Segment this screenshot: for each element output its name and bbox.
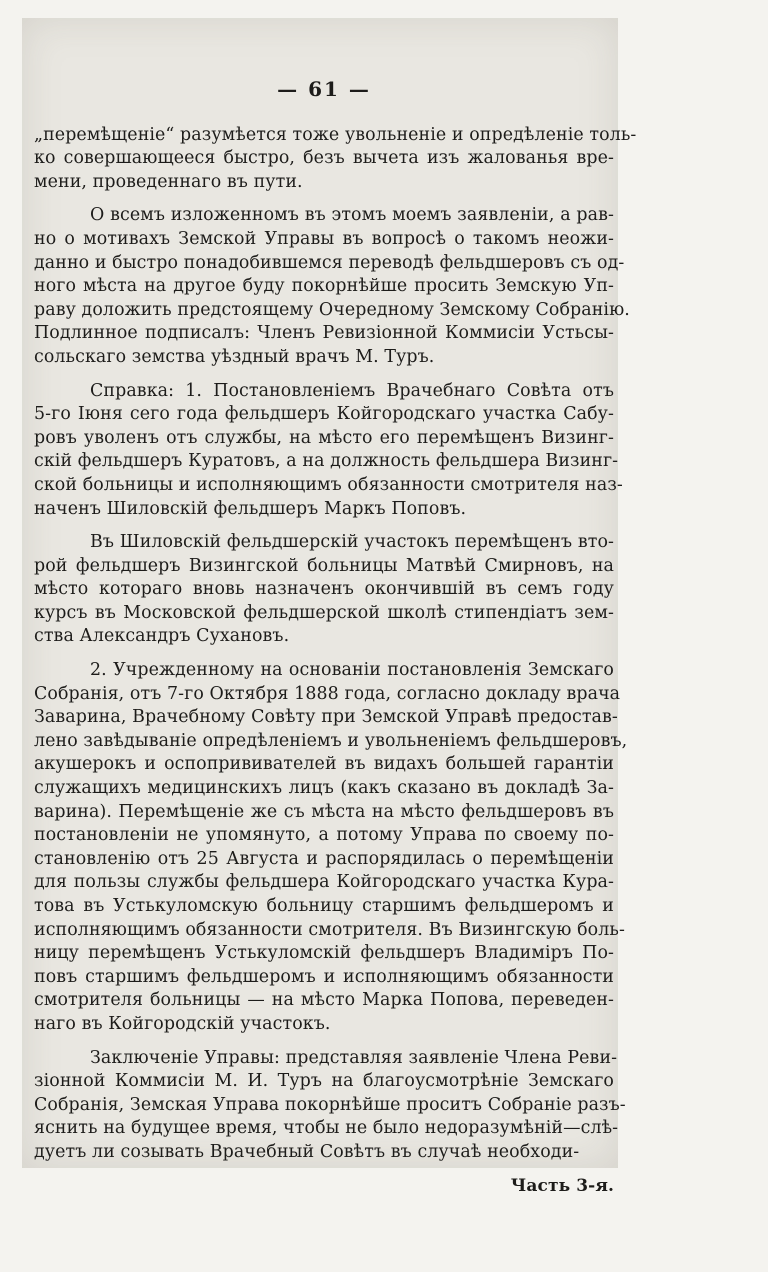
paragraph	[34, 1047, 626, 1165]
signature-mark: Часть 3-я.	[510, 1175, 614, 1196]
text-line: данно и быстро понадобившемся переводѣ фельдшеровъ съ од-	[34, 252, 625, 273]
text-line: смотрителя больницы — на мѣсто Марка Попова, переведен-	[34, 990, 614, 1011]
text-line: акушерокъ и оспопрививателей въ видахъ большей гарантіи	[34, 754, 614, 775]
text-line: Справка: 1. Постановленіемъ Врачебнаго Совѣта отъ	[90, 380, 614, 401]
text-line: служащихъ медицинскихъ лицъ (какъ сказано въ докладѣ За-	[34, 778, 614, 799]
text-line: варина). Перемѣщеніе же съ мѣста на мѣсто фельдшеровъ въ	[34, 801, 614, 822]
text-line: сольскаго земства уѣздный врачъ М. Туръ.	[34, 346, 435, 367]
text-line: 2. Учрежденному на основаніи постановленія Земскаго	[90, 660, 614, 681]
text-line: но о мотивахъ Земской Управы въ вопросѣ о такомъ неожи-	[34, 228, 614, 249]
text-line: 5-го Іюня сего года фельдшеръ Койгородскаго участка Сабу-	[34, 404, 614, 425]
text-line: становленію отъ 25 Августа и распорядилась о перемѣщеніи	[34, 848, 614, 869]
text-line: Собранія, отъ 7-го Октября 1888 года, согласно докладу врача	[34, 683, 621, 704]
text-line: повъ старшимъ фельдшеромъ и исполняющимъ обязанности	[34, 966, 614, 987]
text-line: ровъ уволенъ отъ службы, на мѣсто его перемѣщенъ Визинг-	[34, 427, 614, 448]
text-line: зіонной Коммисіи М. И. Туръ на благоусмотрѣніе Земскаго	[34, 1071, 614, 1092]
text-line: Собранія, Земская Управа покорнѣйше проситъ Собраніе разъ-	[34, 1094, 626, 1115]
text-line: ного мѣста на другое буду покорнѣйше просить Земскую Уп-	[34, 276, 614, 297]
text-line: мѣсто котораго вновь назначенъ окончившій въ семъ году	[34, 579, 614, 600]
page-number: — 61 —	[277, 77, 371, 101]
text-line: ко совершающееся быстро, безъ вычета изъ жалованья вре-	[34, 148, 614, 169]
text-line: наченъ Шиловскій фельдшеръ Маркъ Поповъ.	[34, 498, 467, 519]
text-line: мени, проведеннаго въ пути.	[34, 171, 303, 192]
text-line: „перемѣщеніе“ разумѣется тоже увольненіе и опредѣленіе толь-	[34, 124, 637, 145]
text-line: наго въ Койгородскій участокъ.	[34, 1013, 331, 1034]
text-line: това въ Устькуломскую больницу старшимъ фельдшеромъ и	[34, 896, 614, 916]
text-line: Заварина, Врачебному Совѣту при Земской Управѣ предостав-	[34, 707, 618, 728]
text-line: ницу перемѣщенъ Устькуломскій фельдшеръ Владиміръ По-	[34, 943, 614, 964]
text-line: постановленіи не упомянуто, а потому Управа по своему по-	[34, 825, 614, 846]
text-line: для пользы службы фельдшера Койгородскаго участка Кура-	[34, 872, 614, 893]
text-line: скій фельдшеръ Куратовъ, а на должность фельдшера Визинг-	[34, 451, 619, 472]
paragraph	[34, 380, 623, 522]
text-line: О всемъ изложенномъ въ этомъ моемъ заявленіи, а рав-	[90, 205, 614, 226]
text-line: рой фельдшеръ Визингской больницы Матвѣй Смирновъ, на	[34, 555, 614, 576]
text-line: ства Александръ Сухановъ.	[34, 626, 290, 647]
paragraph	[34, 531, 614, 649]
text-line: Въ Шиловскій фельдшерскій участокъ перемѣщенъ вто-	[90, 532, 614, 553]
text-line: лено завѣдываніе опредѣленіемъ и увольненіемъ фельдшеровъ,	[34, 730, 628, 751]
text-line: ской больницы и исполняющимъ обязанности смотрителя наз-	[34, 474, 623, 495]
text-line: дуетъ ли созывать Врачебный Совѣтъ въ случаѣ необходи-	[34, 1141, 580, 1162]
paragraph	[34, 659, 628, 1037]
text-line: курсъ въ Московской фельдшерской школѣ стипендіатъ зем-	[34, 602, 614, 623]
paragraph	[34, 124, 637, 195]
text-line: Подлинное подписалъ: Членъ Ревизіонной Коммисіи Устьсы-	[34, 323, 614, 344]
text-line: Заключеніе Управы: представляя заявленіе Члена Реви-	[90, 1047, 618, 1068]
paragraphs-container	[34, 124, 637, 1165]
text-line: яснить на будущее время, чтобы не было недоразумѣній—слѣ-	[34, 1118, 619, 1139]
document-body	[34, 77, 637, 1198]
text-line: исполняющимъ обязанности смотрителя. Въ Визингскую боль-	[34, 919, 625, 940]
paragraph	[34, 204, 630, 369]
text-line: раву доложить предстоящему Очередному Земскому Собранію.	[34, 299, 630, 320]
